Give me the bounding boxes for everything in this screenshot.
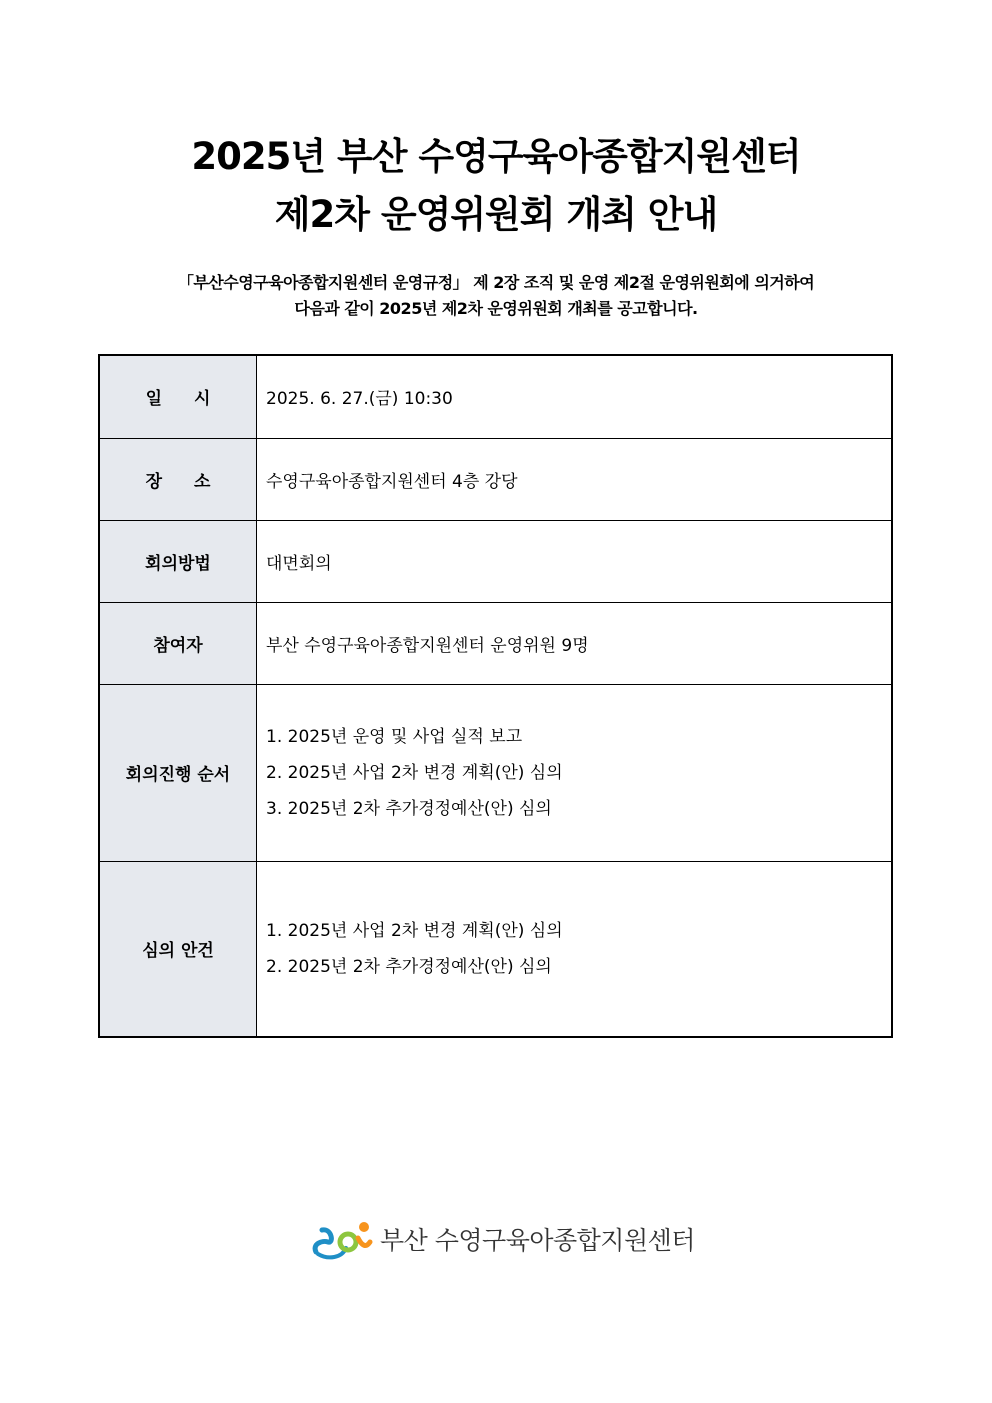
- intro-line-1: 「부산수영구육아종합지원센터 운영규정」 제 2장 조직 및 운영 제2절 운영위원회에 의거하여: [177, 273, 815, 292]
- label-method: 회의방법: [99, 520, 257, 602]
- review-item: 1. 2025년 사업 2차 변경 계획(안) 심의: [266, 920, 563, 941]
- title-line-2: 제2차 운영위원회 개최 안내: [274, 193, 718, 236]
- value-attendees: 부산 수영구육아종합지원센터 운영위원 9명: [257, 602, 893, 684]
- value-date: 2025. 6. 27.(금) 10:30: [257, 355, 893, 438]
- footer-org-name: 부산 수영구육아종합지원센터: [380, 1226, 695, 1255]
- center-logo-icon: [312, 1218, 374, 1260]
- title-line-1: 2025년 부산 수영구육아종합지원센터: [191, 135, 801, 178]
- table-row-attendees: [99, 602, 892, 684]
- label-location: 장소: [99, 438, 257, 520]
- value-location: 수영구육아종합지원센터 4층 강당: [257, 438, 893, 520]
- label-agenda-order: 회의진행 순서: [99, 684, 257, 861]
- label-attendees: 참여자: [99, 602, 257, 684]
- table-row-agenda-order: [99, 684, 892, 861]
- table-row-location: [99, 438, 892, 520]
- label-review-items: 심의 안건: [99, 861, 257, 1037]
- value-agenda-order: [257, 684, 893, 861]
- table-row-review-items: [99, 861, 892, 1037]
- footer-logo: [312, 1218, 695, 1260]
- value-review-items: [257, 861, 893, 1037]
- review-item: 2. 2025년 2차 추가경정예산(안) 심의: [266, 956, 552, 977]
- value-method: 대면회의: [257, 520, 893, 602]
- agenda-order-item: 1. 2025년 운영 및 사업 실적 보고: [266, 726, 523, 747]
- meeting-info-table: [98, 354, 893, 1038]
- agenda-order-item: 2. 2025년 사업 2차 변경 계획(안) 심의: [266, 762, 563, 783]
- agenda-order-item: 3. 2025년 2차 추가경정예산(안) 심의: [266, 798, 552, 819]
- label-date: 일시: [99, 355, 257, 438]
- intro-line-2: 다음과 같이 2025년 제2차 운영위원회 개최를 공고합니다.: [294, 299, 698, 318]
- table-row-method: [99, 520, 892, 602]
- table-row-date: [99, 355, 892, 438]
